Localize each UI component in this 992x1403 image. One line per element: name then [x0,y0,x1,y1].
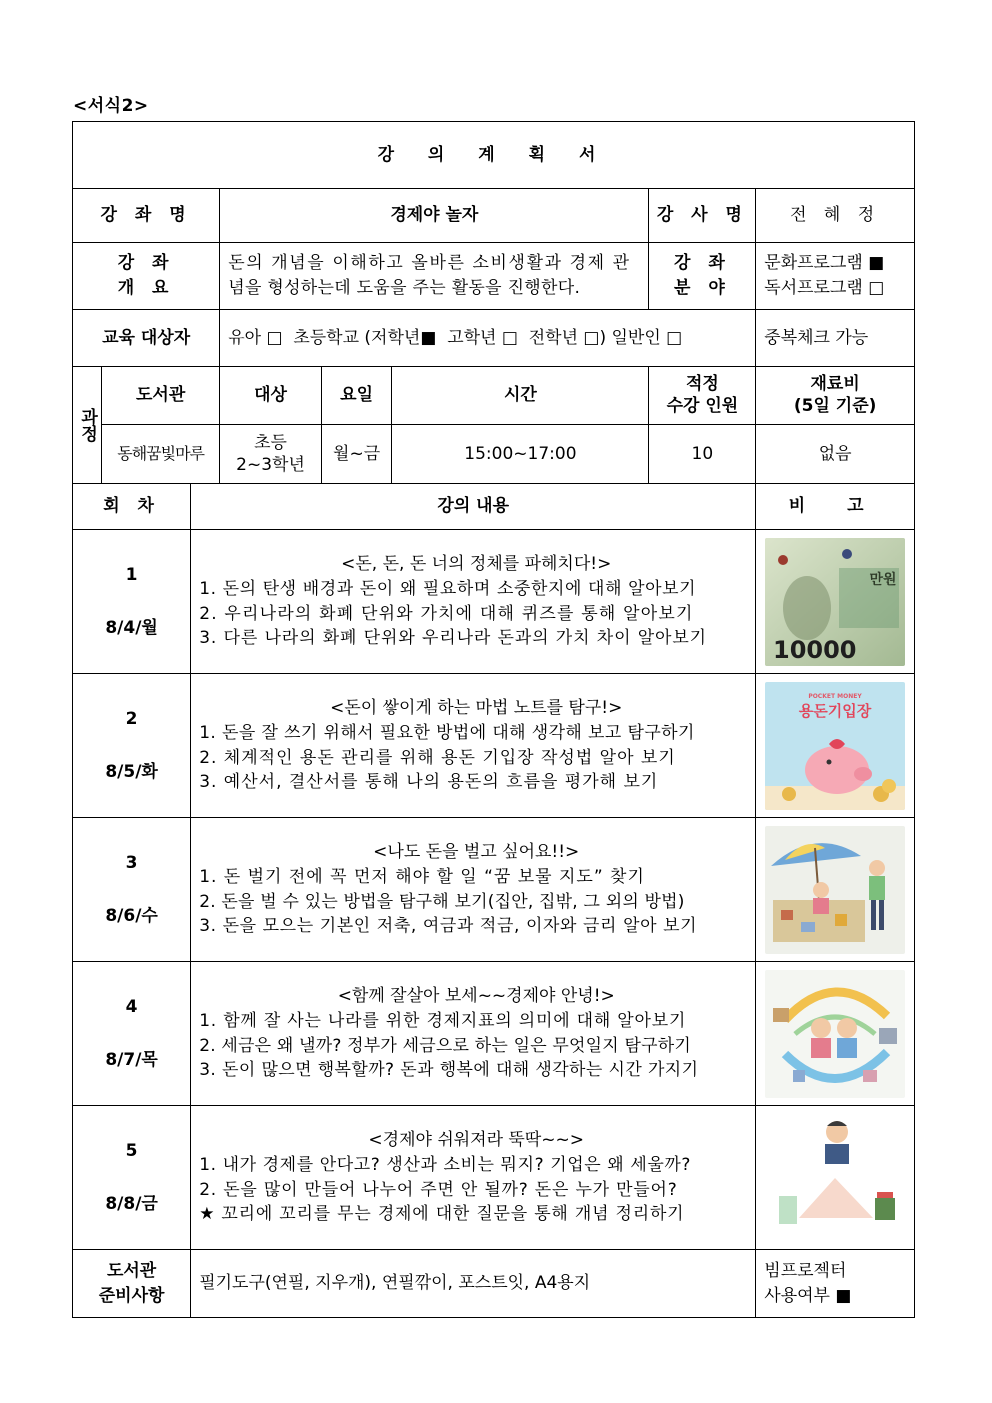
session-5-content [191,1106,756,1250]
session-item: 2. 우리나라의 화폐 단위와 가치에 대해 퀴즈를 통해 알아보기 [199,603,694,624]
fee-value: 없음 [756,425,915,484]
course-name-label: 강 좌 명 [73,189,220,243]
session-2-round [73,674,191,818]
overview-text-line2: 념을 형성하는데 도움을 주는 활동을 진행한다. [228,278,581,298]
session-5-round [73,1106,191,1250]
economy-cycle-image [765,970,905,1098]
session-item: 2. 체계적인 용돈 관리를 위해 용돈 기입장 작성법 알아 보기 [199,747,676,768]
session-item: 3. 다른 나라의 화폐 단위와 우리나라 돈과의 가치 차이 알아보기 [199,628,707,649]
session-1-round [73,530,191,674]
round-header: 회 차 [73,484,191,530]
days-value: 월~금 [321,425,392,484]
banknote-label: 만원 [869,571,897,588]
overview-label-line2: 개 요 [117,278,175,298]
banknote-image [765,538,905,666]
target-note: 중복체크 가능 [756,310,915,367]
session-5-image-cell [756,1106,915,1250]
session-3-round [73,818,191,962]
session-3-content [191,818,756,962]
session-2-content [191,674,756,818]
piggy-bank-book-image [765,682,905,810]
session-item: 2. 돈을 벌 수 있는 방법을 탐구해 보기(집안, 집밖, 그 외의 방법) [199,891,685,912]
session-heading: <경제야 쉬워져라 뚝딱~~> [368,1130,585,1151]
session-item: ★ 꼬리에 꼬리를 무는 경제에 대한 질문을 통해 개념 정리하기 [199,1204,685,1225]
course-name: 경제야 놀자 [220,189,649,243]
prep-label-line1: 도서관 [106,1260,157,1281]
capacity-header-line2: 수강 인원 [666,395,739,416]
session-number: 4 [125,996,138,1017]
session-number: 5 [125,1140,138,1161]
capacity-header-line1: 적정 [685,374,719,395]
library-value: 동해꿈빛마루 [102,425,220,484]
market-stall-image [765,826,905,954]
fee-header-line2: (5일 기준) [793,395,877,416]
capacity-value: 10 [649,425,756,484]
culture-program-option[interactable]: 문화프로그램 ■ [764,253,885,274]
session-item: 2. 돈을 많이 만들어 나누어 주면 안 될까? 돈은 누가 만들어? [199,1179,678,1200]
page-title: 강 의 계 획 서 [73,122,915,189]
instructor-label: 강 사 명 [649,189,756,243]
library-header: 도서관 [102,367,220,425]
days-header: 요일 [321,367,392,425]
session-date: 8/4/월 [105,617,158,638]
prep-label-line2: 준비사항 [98,1285,165,1306]
book-title: 용돈기입장 [798,701,872,720]
course-field-label [649,243,756,310]
target-options[interactable]: 유아 □ 초등학교 (저학년■ 고학년 □ 전학년 □) 일반인 □ [220,310,756,367]
session-item: 3. 돈을 모으는 기본인 저축, 여금과 적금, 이자와 금리 알아 보기 [199,916,698,937]
session-4-round [73,962,191,1106]
target-label: 교육 대상자 [73,310,220,367]
session-number: 2 [125,708,138,729]
session-item: 1. 내가 경제를 안다고? 생산과 소비는 뭐지? 기업은 왜 세울까? [199,1154,692,1175]
course-field-label-line1: 강 좌 [673,253,731,274]
session-heading: <돈이 쌓이게 하는 마법 노트를 탐구!> [330,698,623,719]
course-field-options [756,243,915,310]
target-value [220,425,322,484]
time-header: 시간 [392,367,649,425]
session-date: 8/6/수 [105,905,158,926]
session-item: 1. 돈의 탄생 배경과 돈이 왜 필요하며 소중한지에 대해 알아보기 [199,578,697,599]
overview-label [73,243,220,310]
session-1-content [191,530,756,674]
session-3-image-cell [756,818,915,962]
session-1-image-cell [756,530,915,674]
session-4-content [191,962,756,1106]
instructor-name: 전 혜 정 [756,189,915,243]
session-date: 8/7/목 [105,1049,158,1070]
book-subtitle: POCKET MONEY [808,692,862,700]
projector-usage [756,1250,915,1318]
session-date: 8/8/금 [105,1193,158,1214]
session-item: 1. 함께 잘 사는 나라를 위한 경제지표의 의미에 대해 알아보기 [199,1010,687,1031]
capacity-header [649,367,756,425]
overview-text-line1: 돈의 개념을 이해하고 올바른 소비생활과 경제 관 [228,253,631,274]
target-value-line1: 초등 [254,432,287,453]
session-heading: <돈, 돈, 돈 너의 정체를 파헤치다!> [341,554,612,575]
session-heading: <함께 잘살아 보세~~경제야 안녕!> [337,986,615,1007]
reading-program-option[interactable]: 독서프로그램 □ [764,278,885,298]
target-header: 대상 [220,367,322,425]
content-header: 강의 내용 [191,484,756,530]
session-item: 2. 세금은 왜 낼까? 정부가 세금으로 하는 일은 무엇일지 탐구하기 [199,1035,692,1056]
overview-text [220,243,649,310]
target-value-line2: 2~3학년 [236,455,305,475]
process-side-label [73,367,102,484]
session-2-image-cell [756,674,915,818]
session-4-image-cell [756,962,915,1106]
note-header: 비 고 [756,484,915,530]
session-date: 8/5/화 [105,761,158,782]
session-item: 3. 예산서, 결산서를 통해 나의 용돈의 흐름을 평가해 보기 [199,772,659,793]
session-item: 1. 돈을 잘 쓰기 위해서 필요한 방법에 대해 생각해 보고 탐구하기 [199,722,695,743]
session-number: 3 [125,852,138,873]
session-heading: <나도 돈을 벌고 싶어요!!> [373,842,580,863]
fee-header [756,367,915,425]
fee-header-line1: 재료비 [810,374,860,395]
course-field-label-line2: 분 야 [673,278,731,298]
form-label: <서식2> [73,96,149,116]
production-triangle-image [765,1114,905,1242]
projector-checkbox[interactable]: 사용여부 ■ [764,1285,852,1306]
process-side-label-text: 과정 [77,408,98,442]
prep-label [73,1250,191,1318]
time-value: 15:00~17:00 [392,425,649,484]
session-item: 3. 돈이 많으면 행복할까? 돈과 행복에 대해 생각하는 시간 가지기 [199,1060,699,1081]
projector-line1: 빔프로젝터 [764,1260,847,1281]
overview-label-line1: 강 좌 [117,253,175,274]
prep-items: 필기도구(연필, 지우개), 연필깎이, 포스트잇, A4용지 [191,1250,756,1318]
session-item: 1. 돈 벌기 전에 꼭 먼저 해야 할 일 “꿈 보물 지도” 찾기 [199,866,645,887]
banknote-value: 10000 [773,635,857,664]
lecture-plan-table [72,121,915,1318]
session-number: 1 [125,564,138,585]
